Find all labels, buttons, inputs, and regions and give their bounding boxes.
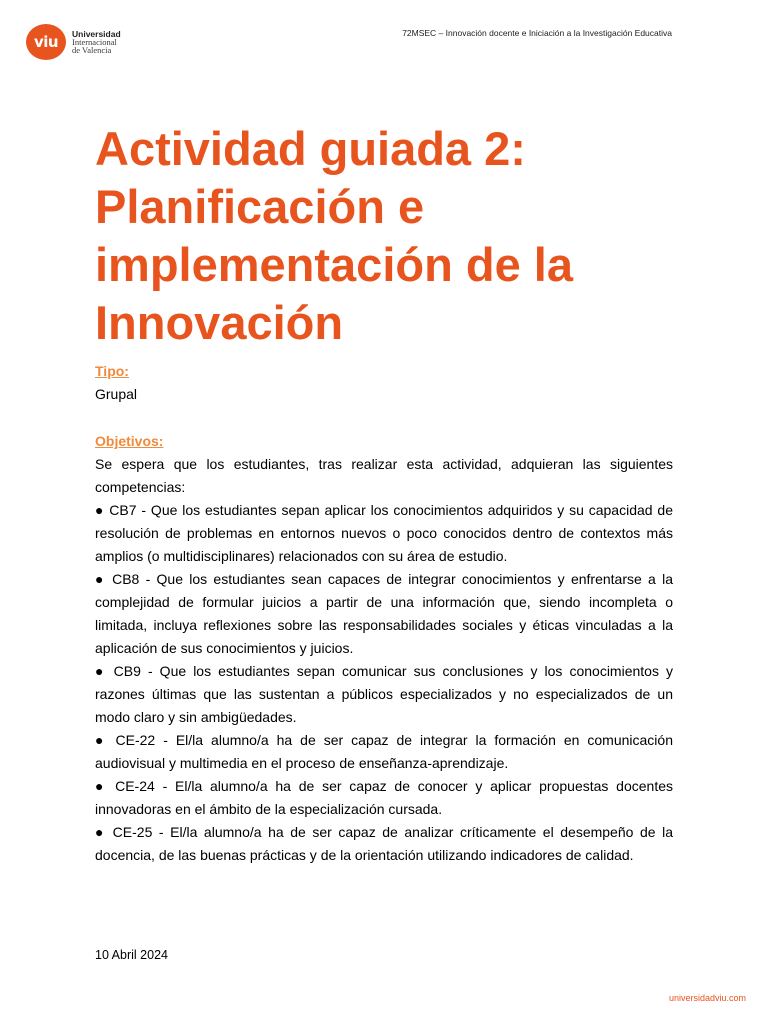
logo-line-2: Internacional: [72, 37, 117, 47]
tipo-value: Grupal: [95, 386, 138, 402]
objetivos-label: Objetivos:: [95, 433, 164, 449]
logo-line-1: Universidad: [72, 29, 121, 39]
logo-mark-text: viu: [33, 33, 59, 51]
competency-item-ce22: ● CE-22 - El/la alumno/a ha de ser capaz de integrar la formación en comunicación audiovisual y multimedia en el proceso de enseñanza-aprendizaje.: [95, 732, 673, 771]
tipo-label: Tipo:: [95, 363, 129, 379]
course-header: 72MSEC – Innovación docente e Iniciación a la Investigación Educativa: [402, 28, 672, 38]
competency-item-cb8: ● CB8 - Que los estudiantes sean capaces de integrar conocimientos y enfrentarse a la complejidad de formular juicios a partir de una información que, siendo incompleta o limitada, incluya reflexiones sobre las responsabilidades sociales y éticas vinculadas a la aplicación de sus conocimientos y juicios.: [95, 571, 673, 656]
competency-item-ce25: ● CE-25 - El/la alumno/a ha de ser capaz de analizar críticamente el desempeño de la docencia, de las buenas prácticas y de la orientación utilizando indicadores de calidad.: [95, 824, 673, 863]
document-date: 10 Abril 2024: [95, 948, 168, 962]
viu-logo-mark: [26, 24, 66, 60]
university-logo: [26, 24, 121, 60]
competency-item-ce24: ● CE-24 - El/la alumno/a ha de ser capaz de conocer y aplicar propuestas docentes innovadoras en el ámbito de la especialización cursada.: [95, 778, 673, 817]
page-title: Actividad guiada 2: Planificación e implementación de la Innovación: [95, 122, 573, 349]
document-body: [95, 360, 673, 867]
logo-wordmark: [72, 30, 121, 54]
footer-website-link[interactable]: universidadviu.com: [668, 993, 746, 1003]
objetivos-intro: Se espera que los estudiantes, tras realizar esta actividad, adquieran las siguientes competencias:: [95, 456, 673, 495]
logo-line-3: de Valencia: [72, 45, 112, 55]
competency-item-cb7: ● CB7 - Que los estudiantes sepan aplicar los conocimientos adquiridos y su capacidad de resolución de problemas en entornos nuevos o poco conocidos dentro de contextos más amplios (o multidisciplinares) relacionados con su área de estudio.: [95, 502, 673, 564]
competency-item-cb9: ● CB9 - Que los estudiantes sepan comunicar sus conclusiones y los conocimientos y razones últimas que las sustentan a públicos especializados y no especializados de un modo claro y sin ambigüedades.: [95, 663, 673, 725]
